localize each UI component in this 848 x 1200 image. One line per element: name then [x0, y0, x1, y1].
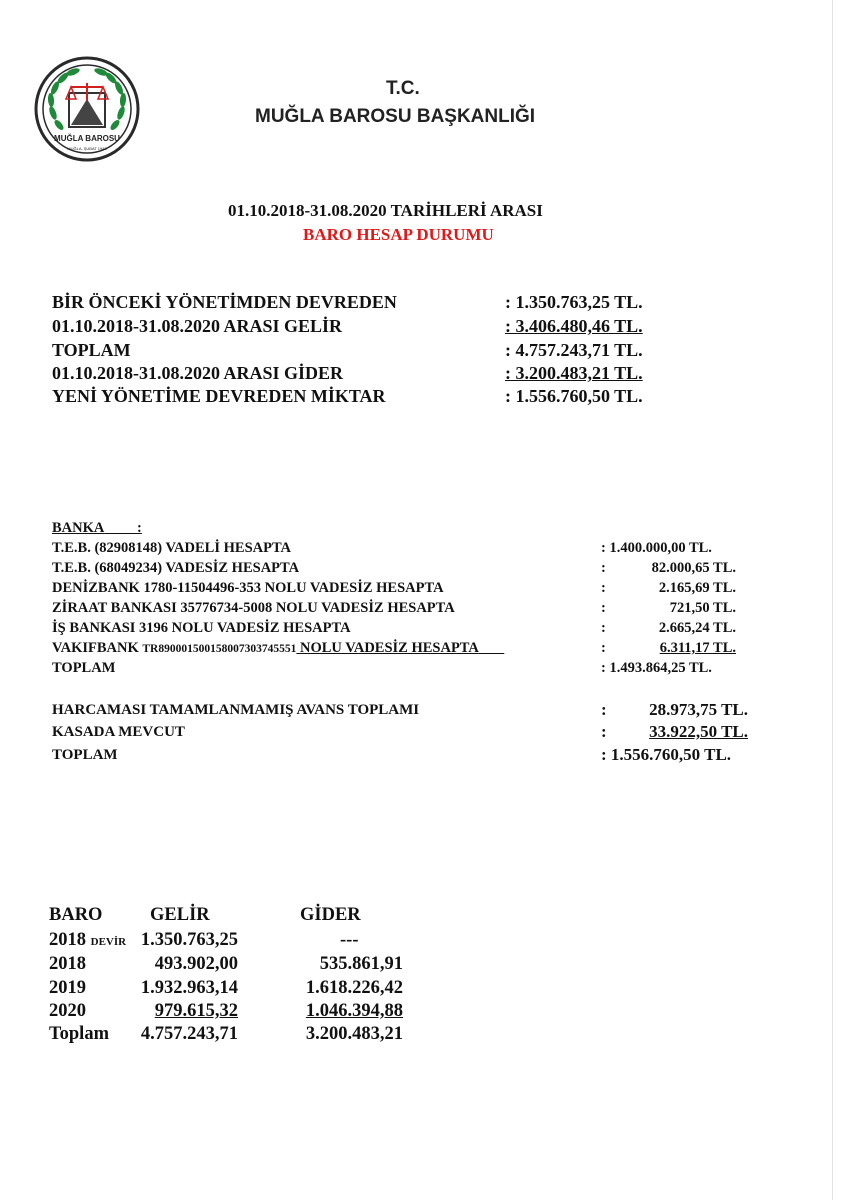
table-header-baro: BARO: [49, 905, 103, 925]
summary-label: BİR ÖNCEKİ YÖNETİMDEN DEVREDEN: [52, 292, 397, 312]
muğla-barosu-logo: [33, 55, 141, 163]
summary-label: 01.10.2018-31.08.2020 ARASI GELİR: [52, 316, 343, 336]
bank-account-label: T.E.B. (68049234) VADESİZ HESAPTA: [52, 560, 300, 576]
bank-account-iban: TR89000150015800730374555​1: [142, 643, 297, 655]
bank-account-colon: :: [601, 580, 606, 596]
table-gider: 1.046.394,88: [305, 1001, 403, 1021]
bank-total-row: [52, 660, 742, 680]
table-gider: 535.861,91: [319, 954, 403, 974]
bank-account-label-suffix: NOLU VADESİZ HESAPTA: [296, 640, 479, 656]
bank-account-row: [52, 620, 742, 640]
bank-account-label: İŞ BANKASI 3196 NOLU VADESİZ HESAPTA: [52, 620, 351, 636]
bank-account-amount: 82.000,65 TL.: [651, 560, 736, 576]
document-title: BARO HESAP DURUMU: [303, 225, 494, 244]
table-gider: ---: [340, 930, 359, 950]
summary-label: TOPLAM: [52, 340, 131, 360]
bank-account-label: DENİZBANK 1780-11504496-353 NOLU VADESİZ HESAPTA: [52, 580, 444, 596]
bank-account-amount: : 1.400.000,00 TL.: [601, 540, 712, 556]
header-institution: MUĞLA BAROSU BAŞKANLIĞI: [255, 106, 536, 127]
bank-heading-colon: :: [137, 520, 142, 536]
cash-row: [52, 722, 752, 744]
advance-row: [52, 700, 752, 722]
table-gelir: 4.757.243,71: [140, 1024, 238, 1044]
cash-amount: 33.922,50 TL.: [649, 722, 748, 741]
bank-total-value: : 1.493.864,25 TL.: [601, 660, 712, 676]
bank-account-amount: 2.165,69 TL.: [658, 580, 736, 596]
period-line: 01.10.2018-31.08.2020 TARİHLERİ ARASI: [228, 201, 543, 220]
summary-row: [52, 316, 692, 339]
summary-label: YENİ YÖNETİME DEVREDEN MİKTAR: [52, 386, 386, 406]
cash-colon: :: [601, 722, 607, 741]
bank-account-colon: :: [601, 620, 606, 636]
bank-account-colon: :: [601, 640, 606, 656]
summary-value: : 4.757.243,71 TL.: [505, 340, 643, 360]
logo-text: MUĞLA BAROSU: [54, 134, 120, 143]
scan-edge-line: [832, 0, 833, 1200]
advance-amount: 28.973,75 TL.: [649, 700, 748, 719]
bank-account-row: [52, 560, 742, 580]
bank-account-row: [52, 580, 742, 600]
bank-account-row: [52, 600, 742, 620]
bank-account-amount: 2.665,24 TL.: [658, 620, 736, 636]
table-gelir: 1.350.763,25: [140, 930, 238, 950]
bank-account-colon: :: [601, 560, 606, 576]
table-devir-note: DEVİR: [90, 936, 127, 948]
bank-account-row: [52, 640, 742, 660]
grand-total-value: : 1.556.760,50 TL.: [601, 745, 732, 764]
table-year: 2018: [49, 930, 86, 950]
bank-account-label-bank: VAKIFBANK: [52, 640, 143, 656]
advance-label: HARCAMASI TAMAMLANMAMIŞ AVANS TOPLAMI: [52, 702, 420, 718]
bank-account-amount: 721,50 TL.: [669, 600, 736, 616]
summary-value: : 3.200.483,21 TL.: [505, 363, 643, 383]
bank-total-label: TOPLAM: [52, 660, 116, 676]
grand-total-row: [52, 745, 752, 767]
table-row-year: [49, 930, 126, 954]
table-header-gelir: GELİR: [150, 905, 210, 925]
table-year: Toplam: [49, 1024, 109, 1044]
table-gider: 1.618.226,42: [305, 978, 403, 998]
table-year: 2018: [49, 954, 86, 974]
bank-account-colon: :: [601, 600, 606, 616]
table-year: 2019: [49, 978, 86, 998]
table-header-gider: GİDER: [300, 905, 361, 925]
bank-account-label: ZİRAAT BANKASI 35776734-5008 NOLU VADESİZ HESAPTA: [52, 600, 455, 616]
table-year: 2020: [49, 1001, 86, 1021]
cash-label: KASADA MEVCUT: [52, 724, 185, 740]
summary-row: [52, 386, 692, 409]
bank-account-label: T.E.B. (82908148) VADELİ HESAPTA: [52, 540, 292, 556]
bank-heading-label: BANKA: [52, 520, 105, 536]
summary-label: 01.10.2018-31.08.2020 ARASI GİDER: [52, 363, 344, 383]
bank-account-row: [52, 540, 742, 560]
bank-account-amount: 6.311,17 TL.: [659, 640, 736, 656]
advance-colon: :: [601, 700, 607, 719]
grand-total-label: TOPLAM: [52, 747, 118, 763]
summary-value: : 1.556.760,50 TL.: [505, 386, 643, 406]
table-gelir: 1.932.963,14: [140, 978, 238, 998]
header-tc: T.C.: [386, 78, 420, 99]
logo-subtext: MUĞLA, ŞUBAT 1943: [67, 146, 107, 151]
bank-heading: [52, 520, 742, 540]
table-gelir: 979.615,32: [154, 1001, 238, 1021]
table-gelir: 493.902,00: [154, 954, 238, 974]
summary-row: [52, 292, 692, 315]
summary-value: : 3.406.480,46 TL.: [505, 316, 643, 336]
summary-row: [52, 340, 692, 363]
summary-row: [52, 363, 692, 386]
table-gider: 3.200.483,21: [305, 1024, 403, 1044]
summary-value: : 1.350.763,25 TL.: [505, 292, 643, 312]
